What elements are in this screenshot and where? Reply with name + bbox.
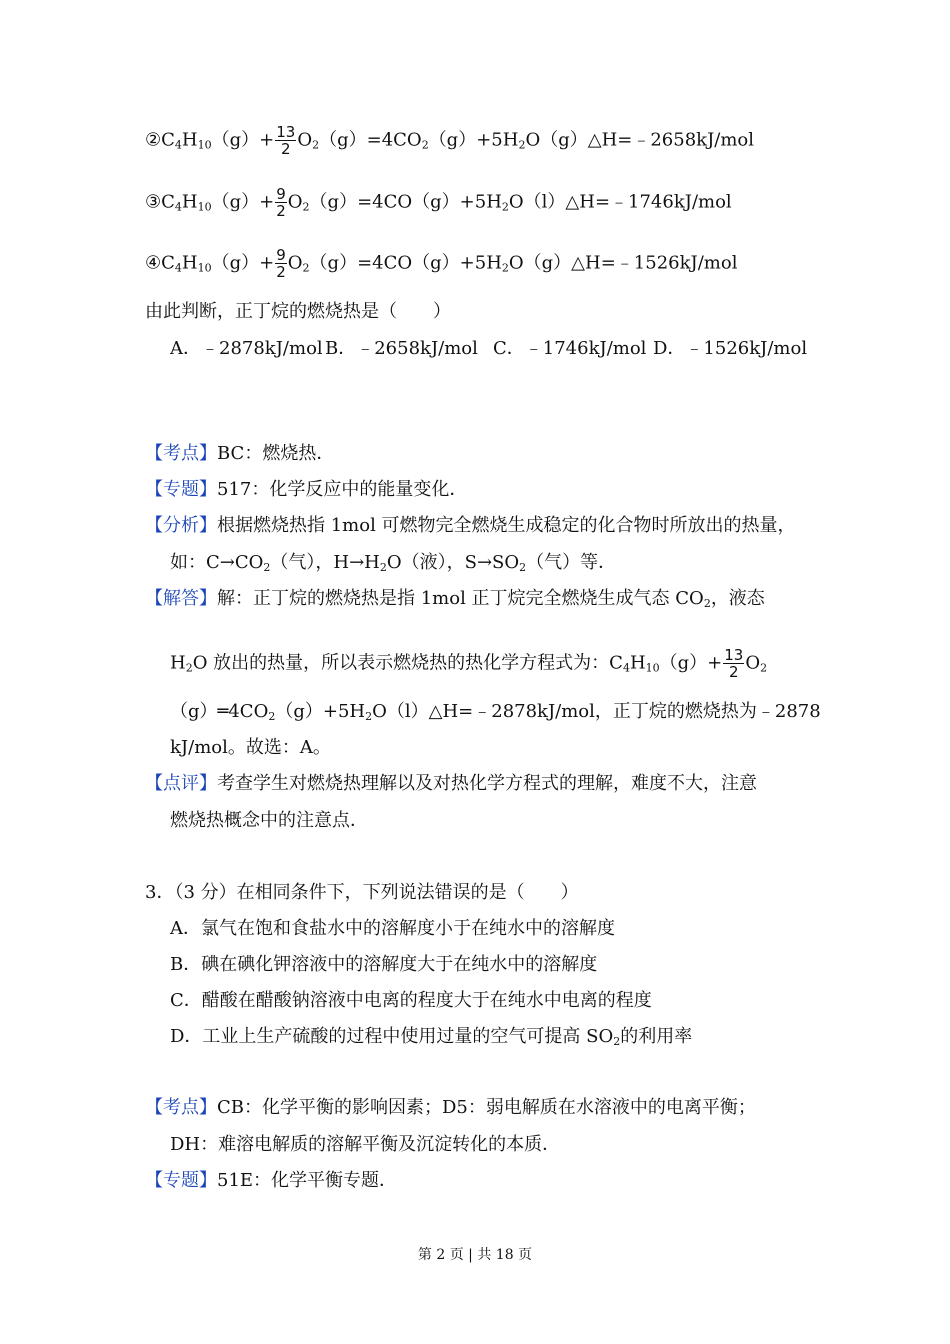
question-2-prompt: 由此判断，正丁烷的燃烧热是（ ） [145,301,451,322]
zhuanti-tag: 【专题】 [145,479,217,500]
fraction: $\frac{13}{2}$ [276,123,296,158]
equation-2: $②C_4H_{10}(g)+$ $\frac{13}{2}$ $O_2(g)=4CO_2(g)+5H_2O(g)\triangle H=﹣2658kJ$/mol [145,123,755,158]
q2-jieda-line3: $(g)═4CO_2(g)+5H_2O(l)\triangle H=﹣2878kJ$/mol，正丁烷的燃烧热为﹣2878 [170,701,821,723]
option-a: A．﹣2878kJ/mol [170,338,323,359]
q3-zhuanti: 【专题】51E：化学平衡专题． [145,1170,398,1191]
q2-dianping: 【点评】考查学生对燃烧热理解以及对热化学方程式的理解，难度不大，注意 [145,773,757,794]
fraction: $\frac{9}{2}$ [276,185,286,220]
question-3-stem: 3．（3 分）在相同条件下，下列说法错误的是（ ） [145,882,579,903]
option-c: C．﹣1746kJ/mol [493,338,647,359]
equation-3: $③C_4H_{10}(g)+$ $\frac{9}{2}$ $O_2(g)=4CO(g)+5H_2O(l)\triangle H=﹣1746kJ$/mol [145,185,732,220]
dianping-tag: 【点评】 [145,773,217,794]
option-d: D．﹣1526kJ/mol [653,338,808,359]
q3-kaodian: 【考点】CB：化学平衡的影响因素；D5：弱电解质在水溶液中的电离平衡； [145,1097,756,1118]
question-3-option-c: C．醋酸在醋酸钠溶液中电离的程度大于在纯水中电离的程度 [170,990,652,1011]
fenxi-tag: 【分析】 [145,515,217,536]
zhuanti-tag: 【专题】 [145,1170,217,1191]
q2-jieda-line2: $H_2O$ 放出的热量，所以表示燃烧热的热化学方程式为：$C_4H_{10}(g)+$ $\frac{13}{2}$ $O_2$ [170,646,768,681]
q2-fenxi: 【分析】根据燃烧热指 1mol 可燃物完全燃烧生成稳定的化合物时所放出的热量， [145,515,796,536]
q2-fenxi-line2: 如：$C\to CO_2$（气），$H\to H_2O$（液），$S\to SO_2$（气）等． [170,552,617,574]
question-3-option-b: B．碘在碘化钾溶液中的溶解度大于在纯水中的溶解度 [170,954,598,975]
question-3-option-a: A．氯气在饱和食盐水中的溶解度小于在纯水中的溶解度 [170,918,615,939]
q3-kaodian-line2: DH：难溶电解质的溶解平衡及沉淀转化的本质． [170,1134,561,1155]
q2-dianping-line2: 燃烧热概念中的注意点． [170,810,368,831]
jieda-tag: 【解答】 [145,588,217,609]
kaodian-tag: 【考点】 [145,1097,217,1118]
q2-jieda: 【解答】解：正丁烷的燃烧热是指 1mol 正丁烷完全燃烧生成气态 $CO_2$，液态 [145,588,765,610]
question-3-option-d: D．工业上生产硫酸的过程中使用过量的空气可提高 $SO_2$的利用率 [170,1026,693,1048]
equation-4: $④C_4H_{10}(g)+$ $\frac{9}{2}$ $O_2(g)=4CO(g)+5H_2O(g)\triangle H=﹣1526kJ$/mol [145,246,738,281]
q2-jieda-line4: kJ/mol。故选：A。 [170,737,331,758]
page-footer: 第 2 页 | 共 18 页 [417,1247,533,1263]
q2-kaodian: 【考点】BC：燃烧热． [145,443,335,464]
option-b: B．﹣2658kJ/mol [325,338,478,359]
kaodian-tag: 【考点】 [145,443,217,464]
fraction: $\frac{9}{2}$ [276,246,286,281]
q2-zhuanti: 【专题】517：化学反应中的能量变化． [145,479,468,500]
question-2-options [170,337,807,361]
fraction: $\frac{13}{2}$ [724,646,744,681]
